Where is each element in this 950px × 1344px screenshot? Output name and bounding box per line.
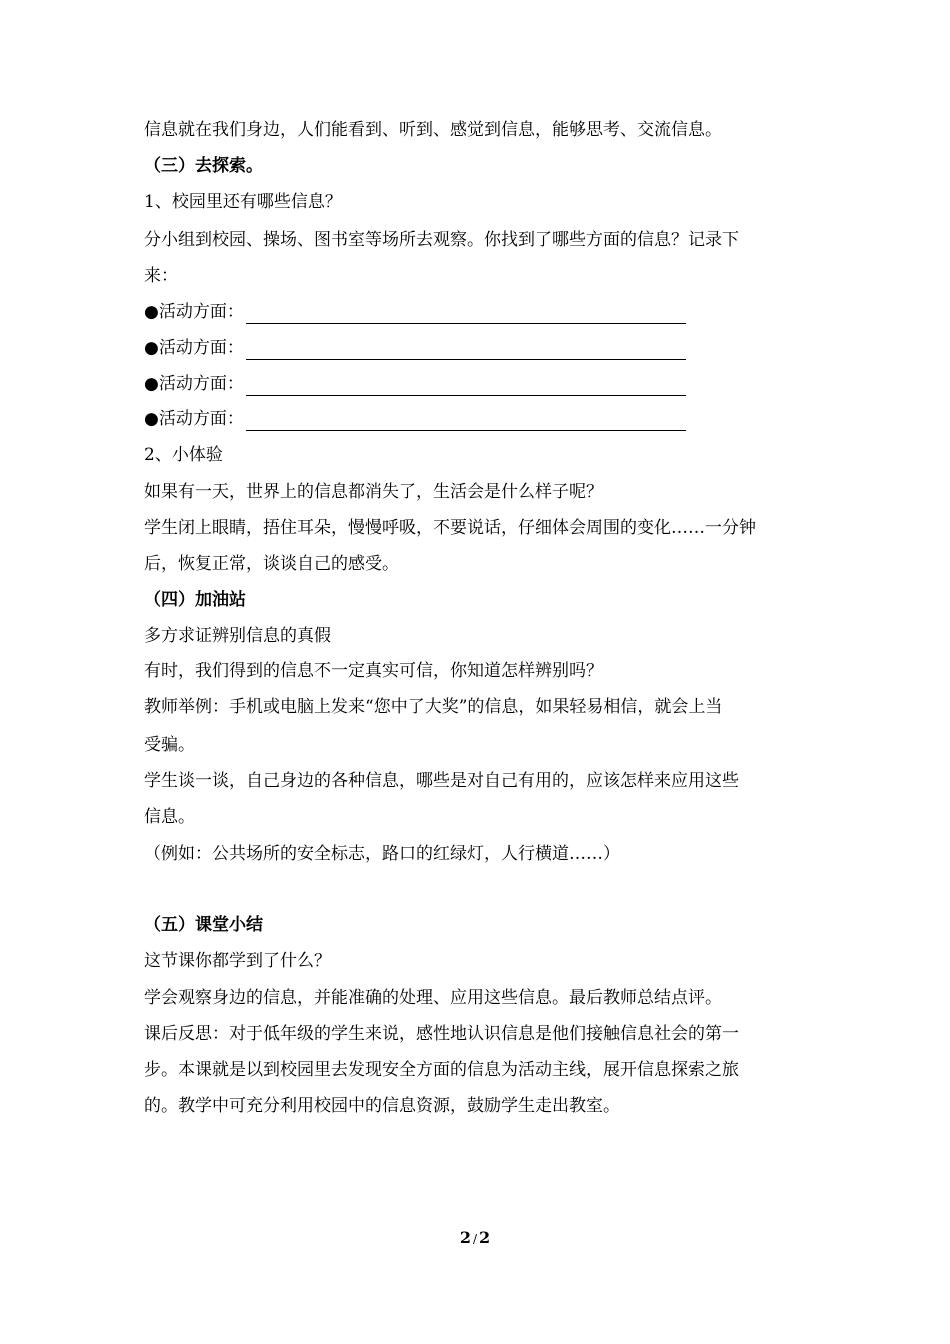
- fill-in-row: [144, 336, 816, 360]
- fill-in-label: ●活动方面：: [144, 338, 244, 358]
- paragraph: 这节课你都学到了什么？: [144, 951, 331, 971]
- page-total: 2: [479, 1228, 491, 1247]
- paragraph: 的。教学中可充分利用校园中的信息资源，鼓励学生走出教室。: [144, 1096, 620, 1116]
- paragraph: 如果有一天，世界上的信息都消失了，生活会是什么样子呢？: [144, 482, 603, 502]
- paragraph: 信息。: [144, 807, 195, 827]
- paragraph: 学生闭上眼睛，捂住耳朵，慢慢呼吸，不要说话，仔细体会周围的变化……一分钟: [144, 518, 756, 538]
- paragraph: 有时，我们得到的信息不一定真实可信，你知道怎样辨别吗？: [144, 661, 603, 681]
- paragraph: 2、小体验: [144, 445, 223, 465]
- fill-in-label: ●活动方面：: [144, 374, 244, 394]
- page-separator: /: [472, 1232, 478, 1246]
- paragraph: 1、校园里还有哪些信息？: [144, 192, 342, 212]
- fill-in-row: [144, 300, 816, 324]
- paragraph: 后，恢复正常，谈谈自己的感受。: [144, 554, 399, 574]
- fill-in-label: ●活动方面：: [144, 409, 244, 429]
- fill-in-blank-line: [246, 377, 686, 396]
- section-heading-explore: （三）去探索。: [144, 156, 263, 176]
- paragraph: 教师举例：手机或电脑上发来“您中了大奖”的信息，如果轻易相信，就会上当: [144, 697, 723, 717]
- paragraph: 信息就在我们身边，人们能看到、听到、感觉到信息，能够思考、交流信息。: [144, 120, 722, 140]
- fill-in-label: ●活动方面：: [144, 302, 244, 322]
- fill-in-blank-line: [246, 305, 686, 324]
- section-heading-gas-station: （四）加油站: [144, 590, 246, 610]
- paragraph: 来：: [144, 266, 178, 286]
- paragraph: 分小组到校园、操场、图书室等场所去观察。你找到了哪些方面的信息？记录下: [144, 230, 739, 250]
- fill-in-blank-line: [246, 341, 686, 360]
- paragraph: 课后反思：对于低年级的学生来说，感性地认识信息是他们接触信息社会的第一: [144, 1024, 739, 1044]
- paragraph: 学会观察身边的信息，并能准确的处理、应用这些信息。最后教师总结点评。: [144, 988, 722, 1008]
- page-number: [0, 1226, 950, 1251]
- fill-in-blank-line: [246, 412, 686, 431]
- fill-in-row: [144, 407, 816, 431]
- paragraph: （例如：公共场所的安全标志，路口的红绿灯，人行横道……）: [144, 844, 620, 864]
- paragraph: 学生谈一谈，自己身边的各种信息，哪些是对自己有用的，应该怎样来应用这些: [144, 771, 739, 791]
- section-heading-summary: （五）课堂小结: [144, 915, 263, 935]
- paragraph: 多方求证辨别信息的真假: [144, 626, 331, 646]
- page-current: 2: [459, 1228, 471, 1247]
- fill-in-row: [144, 372, 816, 396]
- paragraph: 步。本课就是以到校园里去发现安全方面的信息为活动主线，展开信息探索之旅: [144, 1060, 739, 1080]
- paragraph: 受骗。: [144, 735, 195, 755]
